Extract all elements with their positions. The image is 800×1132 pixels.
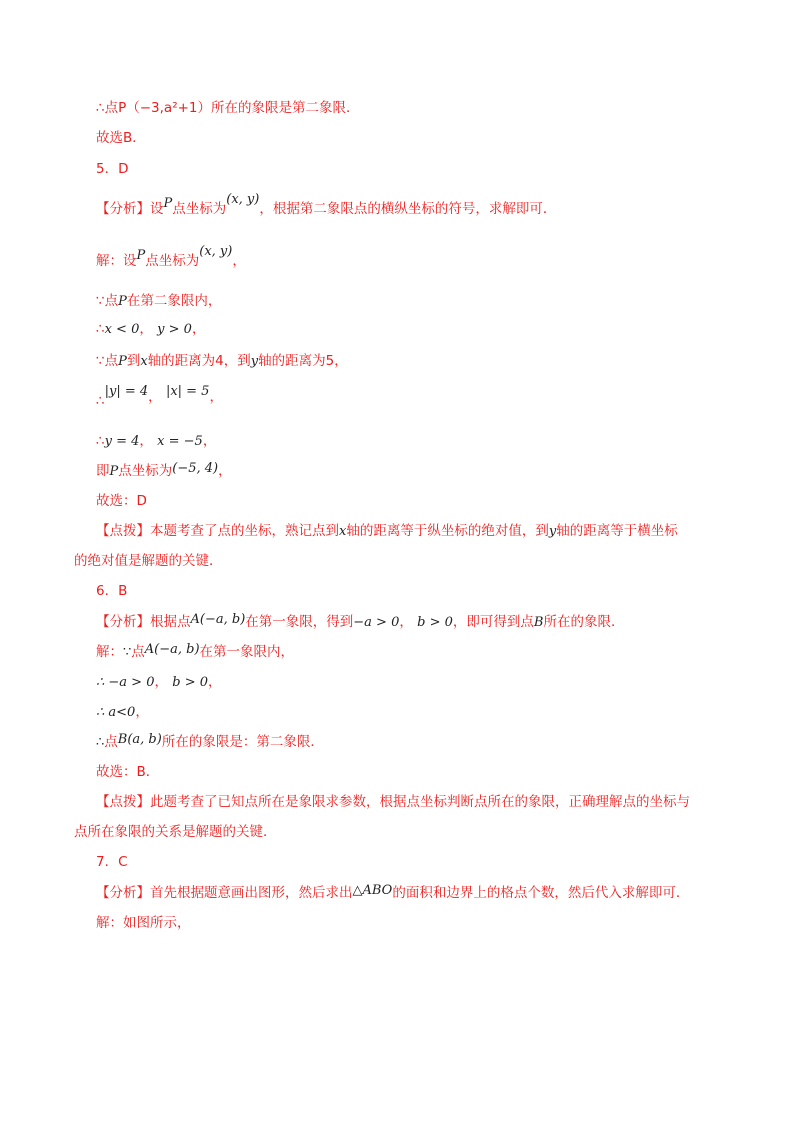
math-point-m5-4: (−5, 4)	[172, 461, 219, 476]
line-solution-7	[96, 914, 191, 932]
text: ∵点	[96, 293, 119, 309]
line-tip-6-cont	[74, 823, 277, 841]
text: ∴	[96, 393, 105, 409]
text: 的绝对值是解题的关键．	[74, 553, 223, 569]
text: ，	[135, 704, 149, 720]
line-absolute-values	[96, 384, 223, 409]
question-6-heading	[96, 582, 127, 600]
math-x: x	[140, 354, 148, 369]
line-solution-5	[96, 244, 246, 271]
math-xy: (x, y)	[199, 244, 233, 259]
math-P: P	[118, 294, 127, 309]
math-b-gt-0: b > 0	[417, 615, 453, 630]
text: 在第二象限内，	[126, 293, 222, 309]
line-answer-b-2	[96, 763, 159, 781]
text: 故选：D	[96, 493, 147, 509]
math-xy: (x, y)	[226, 192, 260, 207]
text: ，	[191, 321, 206, 337]
line-point-p-quadrant	[96, 99, 360, 117]
text: 轴的距离等于纵坐标的绝对值，到	[346, 523, 549, 539]
text: ，	[208, 674, 222, 690]
text: ，即可得到点	[452, 614, 534, 630]
math-A-ma-b: A(−a, b)	[190, 612, 246, 627]
text: 点	[104, 734, 118, 750]
line-tip-5-cont	[74, 552, 223, 570]
math-because: ∵	[123, 645, 132, 660]
text: 7．C	[96, 854, 128, 870]
text: 【分析】首先根据题意画出图形，然后求出	[96, 885, 353, 901]
line-tip-6	[96, 793, 690, 811]
math-abs-y-4: |y| = 4	[104, 384, 149, 399]
text: 点	[131, 644, 145, 660]
text: ∵点	[96, 353, 119, 369]
math-ma-gt-0: −a > 0	[353, 615, 400, 630]
math-triangle-ABO: △ABO	[352, 883, 393, 898]
text: ，根据第二象限点的横纵坐标的符号，求解即可．	[259, 201, 557, 217]
line-second-quadrant	[96, 292, 221, 311]
text: 所在的象限是：第二象限．	[161, 734, 324, 750]
text: 【点拨】本题考查了点的坐标，熟记点到	[96, 523, 339, 539]
text: ，	[202, 433, 217, 449]
text: ，	[218, 463, 232, 479]
math-b-gt-0: b > 0	[172, 675, 209, 690]
text: 故选B．	[96, 130, 146, 146]
text: 故选：B．	[96, 764, 160, 780]
question-7-heading	[96, 853, 128, 871]
text: 在第一象限内，	[199, 644, 295, 660]
text: 解：设	[96, 253, 137, 269]
math-B: B	[533, 615, 544, 630]
line-coordinates	[96, 462, 232, 481]
line-point-b-quadrant	[96, 733, 324, 752]
text: ，	[154, 674, 168, 690]
math-x-eq-m5: x = −5	[157, 434, 203, 449]
text: ∴	[96, 321, 105, 337]
line-analysis-5	[96, 192, 557, 219]
text: 点坐标为	[172, 201, 227, 217]
math-P: P	[163, 196, 173, 211]
text: ，	[148, 389, 162, 405]
text: 即	[96, 463, 110, 479]
text: 到	[126, 353, 141, 369]
question-5-heading	[96, 160, 128, 178]
text: 【分析】根据点	[96, 614, 191, 630]
text: ，	[139, 433, 153, 449]
math-therefore: ∴	[96, 735, 105, 750]
text: 的面积和边界上的格点个数，然后代入求解即可．	[392, 885, 690, 901]
text: 点所在象限的关系是解题的关键．	[74, 824, 277, 840]
text: 【点拨】此题考查了已知点所在是象限求参数，根据点坐标判断点所在的象限，正确理解点的坐标与	[96, 794, 690, 810]
line-answer-d	[96, 492, 147, 510]
text: ，	[399, 614, 413, 630]
text: 轴的距离为4，到	[147, 353, 251, 369]
line-a-negative	[96, 703, 149, 722]
math-therefore-ma-gt-0: ∴ −a > 0	[96, 675, 155, 690]
text: 解：如图所示，	[96, 915, 191, 931]
text: 6．B	[96, 583, 128, 599]
math-x: x	[339, 524, 347, 539]
line-analysis-7	[96, 884, 689, 903]
text: ∴	[96, 433, 105, 449]
line-values	[96, 432, 216, 451]
math-y: y	[250, 354, 259, 369]
line-sign-conditions	[96, 320, 205, 339]
line-tip-5	[96, 522, 678, 541]
text: 5．D	[96, 161, 129, 177]
line-solution-6	[96, 643, 294, 662]
text: 轴的距离等于横坐标	[556, 523, 678, 539]
math-abs-x-5: |x| = 5	[165, 384, 210, 399]
text: ∴点P（−3,a²+1）所在的象限是第二象限．	[96, 100, 360, 116]
text: 所在的象限．	[543, 614, 625, 630]
math-y-eq-4: y = 4	[104, 434, 140, 449]
math-therefore-a-lt-0: ∴ a<0	[96, 705, 136, 720]
math-x-lt-0: x < 0	[104, 322, 140, 337]
text: 在第一象限，得到	[245, 614, 354, 630]
text: 点坐标为	[118, 463, 173, 479]
line-analysis-6	[96, 613, 624, 632]
math-B-a-b: B(a, b)	[117, 732, 162, 747]
math-A-ma-b: A(−a, b)	[144, 642, 200, 657]
text: ，	[139, 321, 153, 337]
math-P: P	[109, 464, 119, 479]
math-P: P	[136, 248, 146, 263]
text: ，	[232, 253, 246, 269]
text: 【分析】设	[96, 201, 164, 217]
text: 解：	[96, 644, 123, 660]
line-answer-b	[96, 129, 146, 147]
text: ，	[209, 389, 223, 405]
line-sign-ab	[96, 673, 222, 692]
text: 轴的距离为5，	[258, 353, 348, 369]
text: 点坐标为	[145, 253, 200, 269]
math-P: P	[118, 354, 127, 369]
math-y: y	[548, 524, 557, 539]
line-distances	[96, 352, 348, 371]
math-y-gt-0: y > 0	[157, 322, 192, 337]
